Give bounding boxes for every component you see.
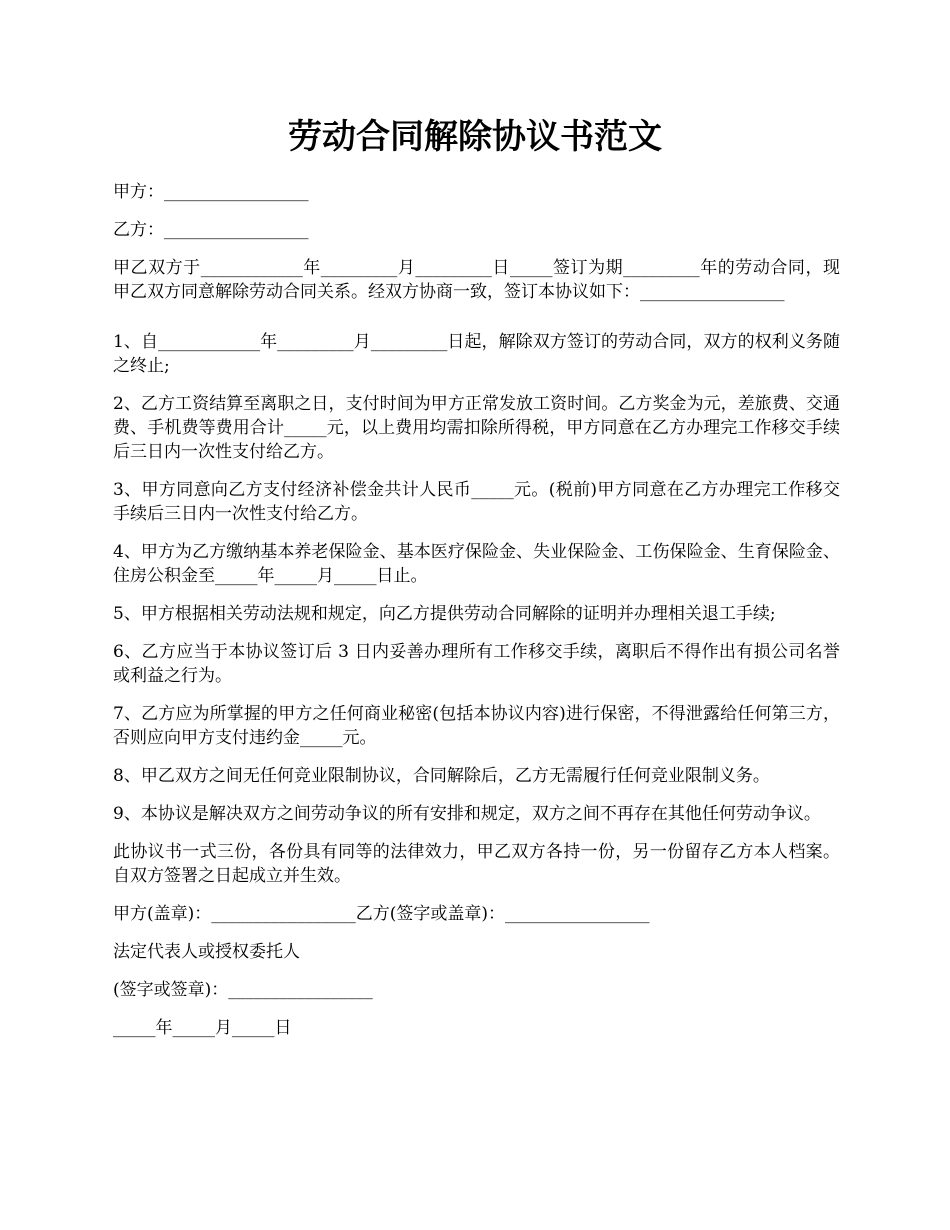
clause-7: 7、乙方应为所掌握的甲方之任何商业秘密(包括本协议内容)进行保密，不得泄露给任何第三方，否则应向甲方支付违约金_____元。 xyxy=(113,704,840,748)
clause-1: 1、自____________年_________月_________日起，解除双方签订的劳动合同，双方的权利义务随之终止; xyxy=(113,332,840,376)
copies-clause: 此协议书一式三份，各份具有同等的法律效力，甲乙双方各持一份，另一份留存乙方本人档案。自双方签署之日起成立并生效。 xyxy=(113,842,840,886)
date-line: _____年_____月_____日 xyxy=(113,1018,292,1038)
representative-label: 法定代表人或授权委托人 xyxy=(113,942,300,962)
signature-line: 甲方(盖章)：_________________乙方(签字或盖章)：_________________ xyxy=(113,904,650,924)
representative-signature-line: (签字或签章)：_________________ xyxy=(113,980,373,1000)
clause-6: 6、乙方应当于本协议签订后 3 日内妥善办理所有工作移交手续，离职后不得作出有损公司名誉或利益之行为。 xyxy=(113,642,840,686)
preamble-paragraph: 甲乙双方于____________年_________月_________日_____签订为期_________年的劳动合同，现甲乙双方同意解除劳动合同关系。经双方协商一致，签订本协议如下：_________________ xyxy=(113,258,840,302)
clause-3: 3、甲方同意向乙方支付经济补偿金共计人民币_____元。(税前)甲方同意在乙方办理完工作移交手续后三日内一次性支付给乙方。 xyxy=(113,480,840,524)
clause-9: 9、本协议是解决双方之间劳动争议的所有安排和规定，双方之间不再存在其他任何劳动争议。 xyxy=(113,804,821,824)
clause-8: 8、甲乙双方之间无任何竞业限制协议，合同解除后，乙方无需履行任何竞业限制义务。 xyxy=(113,766,770,786)
document-title: 劳动合同解除协议书范文 xyxy=(288,117,662,157)
party-a-line: 甲方：_________________ xyxy=(113,182,309,202)
document-body xyxy=(113,180,840,1040)
clause-5: 5、甲方根据相关劳动法规和规定，向乙方提供劳动合同解除的证明并办理相关退工手续; xyxy=(113,604,776,624)
clause-2: 2、乙方工资结算至离职之日，支付时间为甲方正常发放工资时间。乙方奖金为元，差旅费、交通费、手机费等费用合计_____元，以上费用均需扣除所得税，甲方同意在乙方办理完工作移交手续后三日内一次性支付给乙方。 xyxy=(113,394,840,462)
clause-4: 4、甲方为乙方缴纳基本养老保险金、基本医疗保险金、失业保险金、工伤保险金、生育保险金、住房公积金至_____年_____月_____日止。 xyxy=(113,542,840,586)
party-b-line: 乙方：_________________ xyxy=(113,220,309,240)
